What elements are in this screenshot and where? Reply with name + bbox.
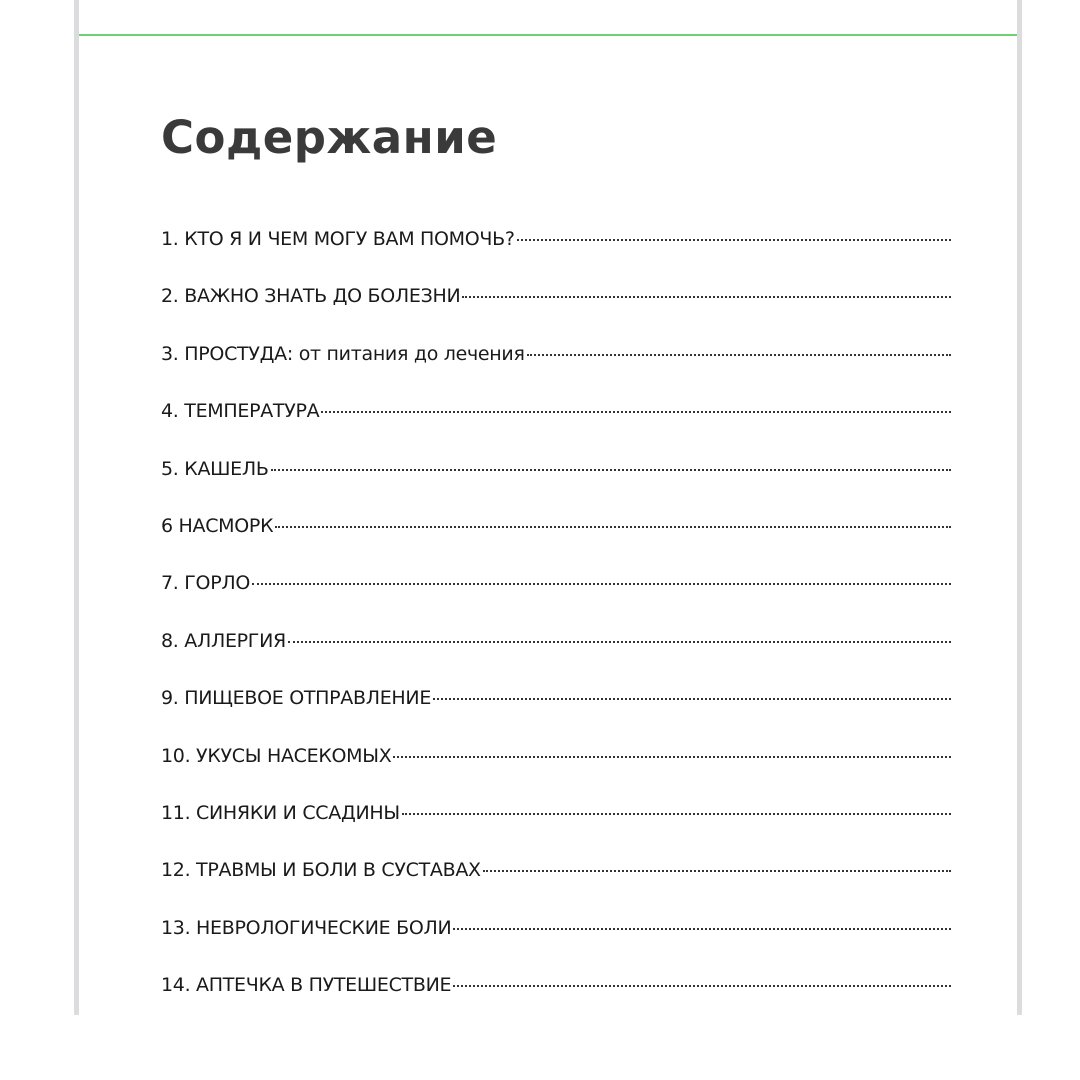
toc-entry[interactable] bbox=[161, 285, 951, 342]
dot-leader bbox=[453, 985, 951, 987]
dot-leader bbox=[393, 756, 951, 758]
dot-leader bbox=[483, 870, 951, 872]
toc-entry[interactable] bbox=[161, 228, 951, 285]
dot-leader bbox=[402, 813, 951, 815]
toc-entry-label: 11. СИНЯКИ И ССАДИНЫ bbox=[161, 801, 400, 824]
dot-leader bbox=[252, 583, 951, 585]
dot-leader bbox=[433, 698, 951, 700]
toc-entry-label: 5. КАШЕЛЬ bbox=[161, 457, 269, 480]
toc-entry[interactable] bbox=[161, 630, 951, 687]
page-separator-line bbox=[79, 34, 1017, 36]
toc-entry-label: 14. АПТЕЧКА В ПУТЕШЕСТВИЕ bbox=[161, 974, 452, 997]
dot-leader bbox=[517, 239, 951, 241]
dot-leader bbox=[288, 641, 951, 643]
toc-entry[interactable] bbox=[161, 745, 951, 802]
toc-entry[interactable] bbox=[161, 974, 951, 1031]
dot-leader bbox=[462, 296, 951, 298]
dot-leader bbox=[275, 526, 951, 528]
toc-entry-label: 1. КТО Я И ЧЕМ МОГУ ВАМ ПОМОЧЬ? bbox=[161, 228, 515, 250]
toc-entry[interactable] bbox=[161, 572, 951, 629]
page-title: Содержание bbox=[161, 111, 498, 164]
toc-entry[interactable] bbox=[161, 515, 951, 572]
toc-entry-label: 6 НАСМОРК bbox=[161, 514, 274, 537]
dot-leader bbox=[271, 469, 951, 471]
toc-entry-label: 12. ТРАВМЫ И БОЛИ В СУСТАВАХ bbox=[161, 859, 481, 882]
toc-entry-label: 13. НЕВРОЛОГИЧЕСКИЕ БОЛИ bbox=[161, 916, 452, 939]
dot-leader bbox=[321, 411, 951, 413]
toc-entry[interactable] bbox=[161, 343, 951, 400]
toc-entry-label: 7. ГОРЛО bbox=[161, 572, 251, 595]
toc-entry[interactable] bbox=[161, 917, 951, 974]
table-of-contents bbox=[161, 228, 951, 1031]
toc-entry[interactable] bbox=[161, 458, 951, 515]
toc-entry[interactable] bbox=[161, 400, 951, 457]
toc-entry-label: 10. УКУСЫ НАСЕКОМЫХ bbox=[161, 744, 392, 767]
toc-entry-label: 2. ВАЖНО ЗНАТЬ ДО БОЛЕЗНИ bbox=[161, 285, 461, 308]
toc-entry-label: 8. АЛЛЕРГИЯ bbox=[161, 629, 286, 652]
toc-entry[interactable] bbox=[161, 859, 951, 916]
document-page[interactable] bbox=[74, 0, 1022, 1015]
toc-entry[interactable] bbox=[161, 687, 951, 744]
toc-entry-label: 3. ПРОСТУДА: от питания до лечения bbox=[161, 342, 525, 365]
toc-entry-label: 4. ТЕМПЕРАТУРА bbox=[161, 400, 320, 423]
toc-entry[interactable] bbox=[161, 802, 951, 859]
dot-leader bbox=[453, 928, 951, 930]
dot-leader bbox=[527, 354, 951, 356]
toc-entry-label: 9. ПИЩЕВОЕ ОТПРАВЛЕНИЕ bbox=[161, 687, 432, 710]
